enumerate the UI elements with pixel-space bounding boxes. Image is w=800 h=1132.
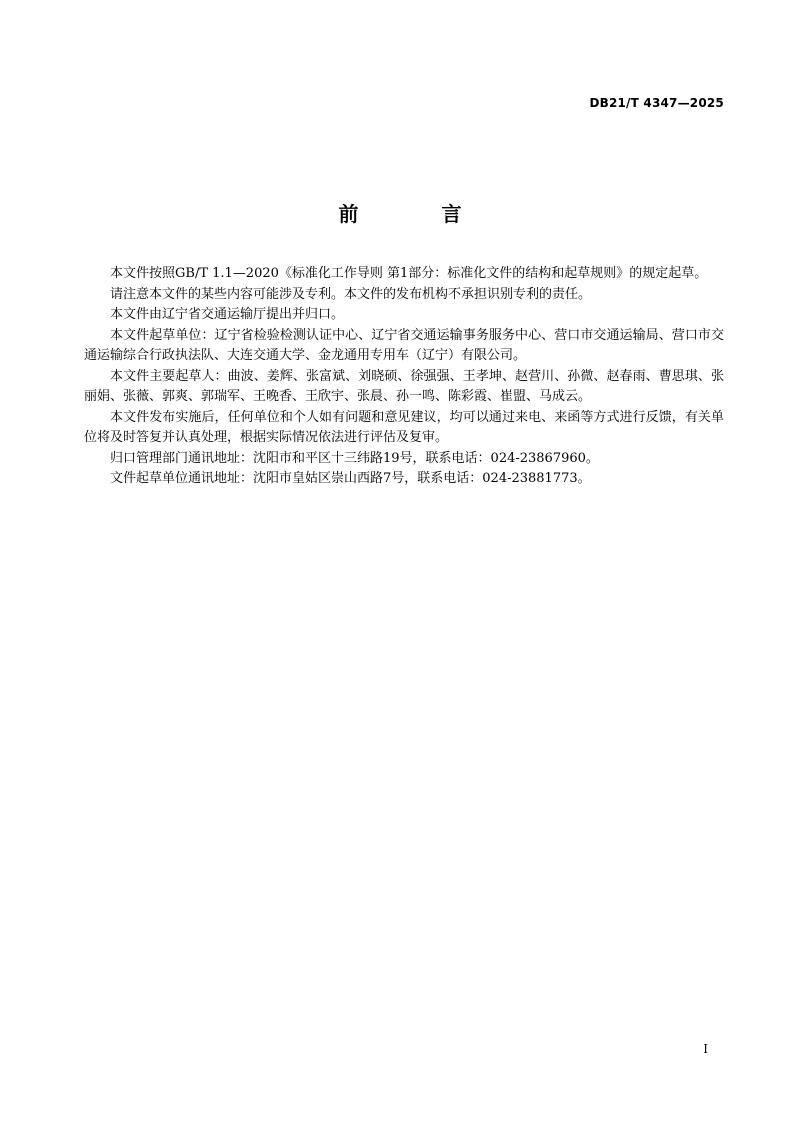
section-title: 前 言	[338, 202, 500, 226]
page-number: I	[703, 1042, 708, 1056]
paragraph-drafting-rules: 本文件按照GB/T 1.1—2020《标准化工作导则 第1部分：标准化文件的结构和起草规则》的规定起草。	[110, 266, 708, 281]
paragraph-proposer: 本文件由辽宁省交通运输厅提出并归口。	[110, 307, 345, 322]
paragraph-authority-address: 归口管理部门通讯地址：沈阳市和平区十三纬路19号，联系电话：024-23867960。	[110, 450, 599, 466]
document-code: DB21/T 4347—2025	[589, 96, 724, 110]
paragraph-feedback: 本文件发布实施后，任何单位和个人如有问题和意见建议，均可以通过来电、来函等方式进行反馈，有关单位将及时答复并认真处理，根据实际情况依法进行评估及复审。	[84, 409, 724, 445]
paragraph-drafters: 本文件主要起草人：曲波、姜辉、张富斌、刘晓硕、徐强强、王孝坤、赵营川、孙微、赵春雨、曹思琪、张丽娟、张薇、郭爽、郭瑞军、王晚香、王欣宇、张晨、孙一鸣、陈彩霞、崔盟、马成云。	[84, 368, 724, 404]
paragraph-drafter-address: 文件起草单位通讯地址：沈阳市皇姑区崇山西路7号，联系电话：024-23881773。	[110, 471, 591, 486]
paragraph-patent-notice: 请注意本文件的某些内容可能涉及专利。本文件的发布机构不承担识别专利的责任。	[110, 286, 592, 302]
foreword-body	[84, 264, 724, 490]
paragraph-drafting-units: 本文件起草单位：辽宁省检验检测认证中心、辽宁省交通运输事务服务中心、营口市交通运输局、营口市交通运输综合行政执法队、大连交通大学、金龙通用专用车（辽宁）有限公司。	[84, 327, 724, 363]
